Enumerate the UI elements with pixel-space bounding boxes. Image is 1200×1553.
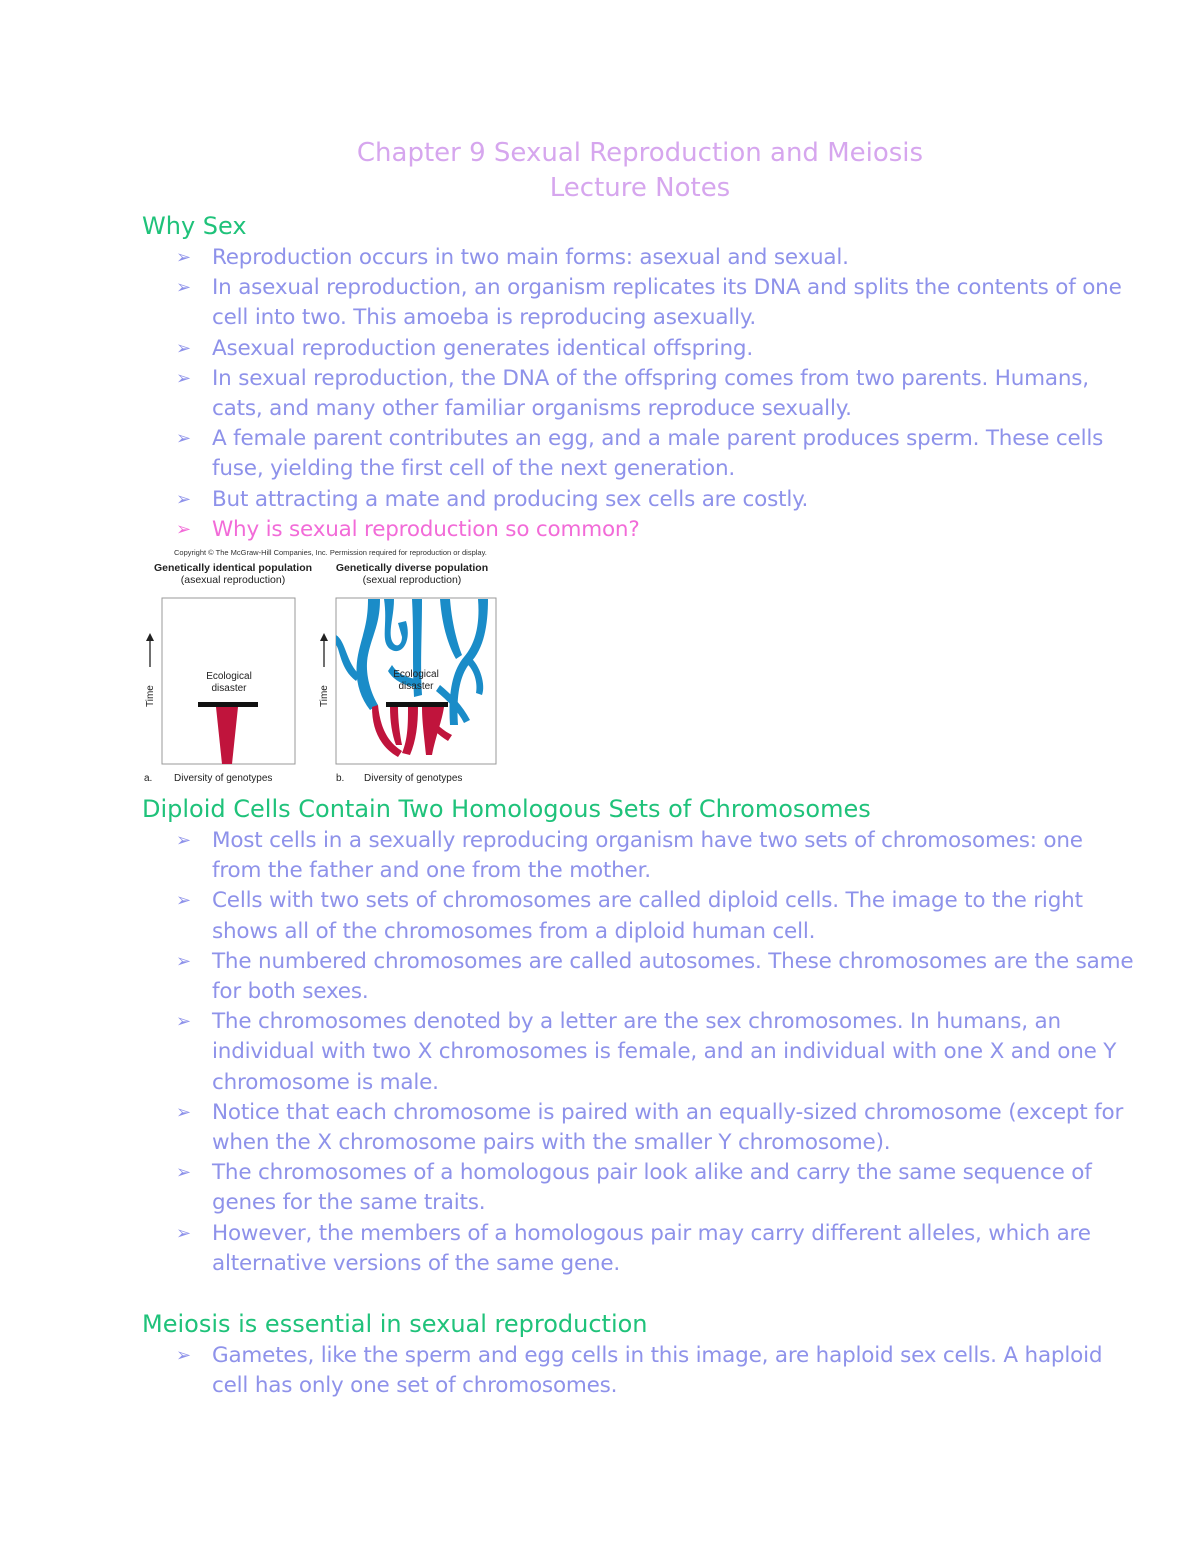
document-title: [0, 136, 1200, 206]
panel-a-disaster-label: Ecological disaster: [206, 671, 252, 694]
list-item: ➢ The chromosomes of a homologous pair look alike and carry the same sequence of genes for the same traits.: [176, 1160, 1092, 1216]
list-item: ➢ Reproduction occurs in two main forms: asexual and sexual.: [176, 243, 1136, 273]
panel-b-disaster-bar: [386, 702, 448, 707]
arrow-bullet-icon: ➢: [176, 367, 191, 389]
list-item: ➢ In sexual reproduction, the DNA of the offspring comes from two parents. Humans, cats, and many other familiar organisms reproduce sexually.: [176, 365, 1089, 422]
list-item: ➢ Notice that each chromosome is paired with an equally-sized chromosome (except for when the X chromosome pairs with the smaller Y chromosome).: [176, 1099, 1124, 1156]
panel-a-letter: a.: [144, 773, 153, 784]
population-diversity-figure: [140, 545, 500, 790]
panel-b-disaster-label: Ecological disaster: [393, 669, 439, 692]
list-item: ➢ However, the members of a homologous pair may carry different alleles, which are alternative versions of the same gene.: [176, 1220, 1091, 1276]
list-item: ➢ The numbered chromosomes are called autosomes. These chromosomes are the same for both sexes.: [176, 948, 1134, 1005]
panel-b-title: Genetically diverse population: [335, 562, 489, 574]
section-heading-why-sex: Why Sex: [142, 212, 247, 240]
list-item: ➢ The chromosomes denoted by a letter are the sex chromosomes. In humans, an individual with two X chromosomes is female, and an individual with one X and one Y chromosome is male.: [176, 1009, 1117, 1095]
arrow-bullet-icon: ➢: [176, 890, 191, 912]
arrow-bullet-icon: ➢: [176, 518, 191, 540]
panel-b-x-label: Diversity of genotypes: [364, 773, 463, 784]
arrow-bullet-icon: ➢: [176, 830, 191, 851]
arrow-bullet-icon: ➢: [176, 1162, 191, 1184]
list-item: ➢ Gametes, like the sperm and egg cells in this image, are haploid sex cells. A haploid cell has only one set of chromosomes.: [176, 1343, 1103, 1399]
figure-graphic: [140, 545, 500, 790]
list-item: ➢ In asexual reproduction, an organism replicates its DNA and splits the contents of one cell into two. This amoeba is reproducing asexually.: [176, 275, 1122, 331]
panel-a-x-label: Diversity of genotypes: [174, 773, 273, 784]
list-item: ➢ But attracting a mate and producing sex cells are costly.: [176, 485, 1136, 515]
list-item-question: ➢ Why is sexual reproduction so common?: [176, 515, 1136, 545]
panel-b-letter: b.: [336, 773, 345, 784]
section-heading-diploid-cells: Diploid Cells Contain Two Homologous Sets of Chromosomes: [142, 795, 871, 823]
panel-a-subtitle: (asexual reproduction): [180, 574, 286, 586]
title-line-2: Lecture Notes: [549, 173, 731, 203]
arrow-bullet-icon: ➢: [176, 488, 191, 510]
arrow-bullet-icon: ➢: [176, 428, 191, 450]
arrow-bullet-icon: ➢: [176, 1222, 191, 1244]
list-item: ➢ Cells with two sets of chromosomes are called diploid cells. The image to the right shows all of the chromosomes from a diploid human cell.: [176, 888, 1083, 944]
arrow-bullet-icon: ➢: [176, 1101, 191, 1123]
title-line-1: Chapter 9 Sexual Reproduction and Meiosis: [356, 138, 924, 168]
bullet-list-why-sex: [176, 243, 1136, 545]
bullet-list-diploid-cells: [176, 826, 1136, 1279]
arrow-bullet-icon: ➢: [176, 950, 191, 972]
list-item: ➢ Asexual reproduction generates identical offspring.: [176, 334, 1136, 364]
panel-a-disaster-bar: [198, 702, 258, 707]
arrow-bullet-icon: ➢: [176, 1011, 191, 1033]
list-item: ➢ A female parent contributes an egg, and a male parent produces sperm. These cells fuse, yielding the first cell of the next generation.: [176, 426, 1104, 482]
arrow-bullet-icon: ➢: [176, 247, 191, 268]
panel-a-title: Genetically identical population: [153, 562, 313, 574]
panel-b-y-label: Time: [319, 685, 330, 707]
arrow-bullet-icon: ➢: [176, 277, 191, 299]
arrow-bullet-icon: ➢: [176, 1345, 191, 1366]
panel-b-subtitle: (sexual reproduction): [362, 574, 462, 586]
figure-copyright: Copyright © The McGraw-Hill Companies, Inc. Permission required for reproduction or display.: [174, 548, 487, 557]
section-heading-meiosis: Meiosis is essential in sexual reproduction: [142, 1310, 648, 1338]
panel-a-y-label: Time: [145, 685, 156, 707]
list-item: ➢ Most cells in a sexually reproducing organism have two sets of chromosomes: one from the father and one from the mother.: [176, 828, 1083, 884]
bullet-list-meiosis: [176, 1341, 1136, 1401]
arrow-bullet-icon: ➢: [176, 337, 191, 359]
